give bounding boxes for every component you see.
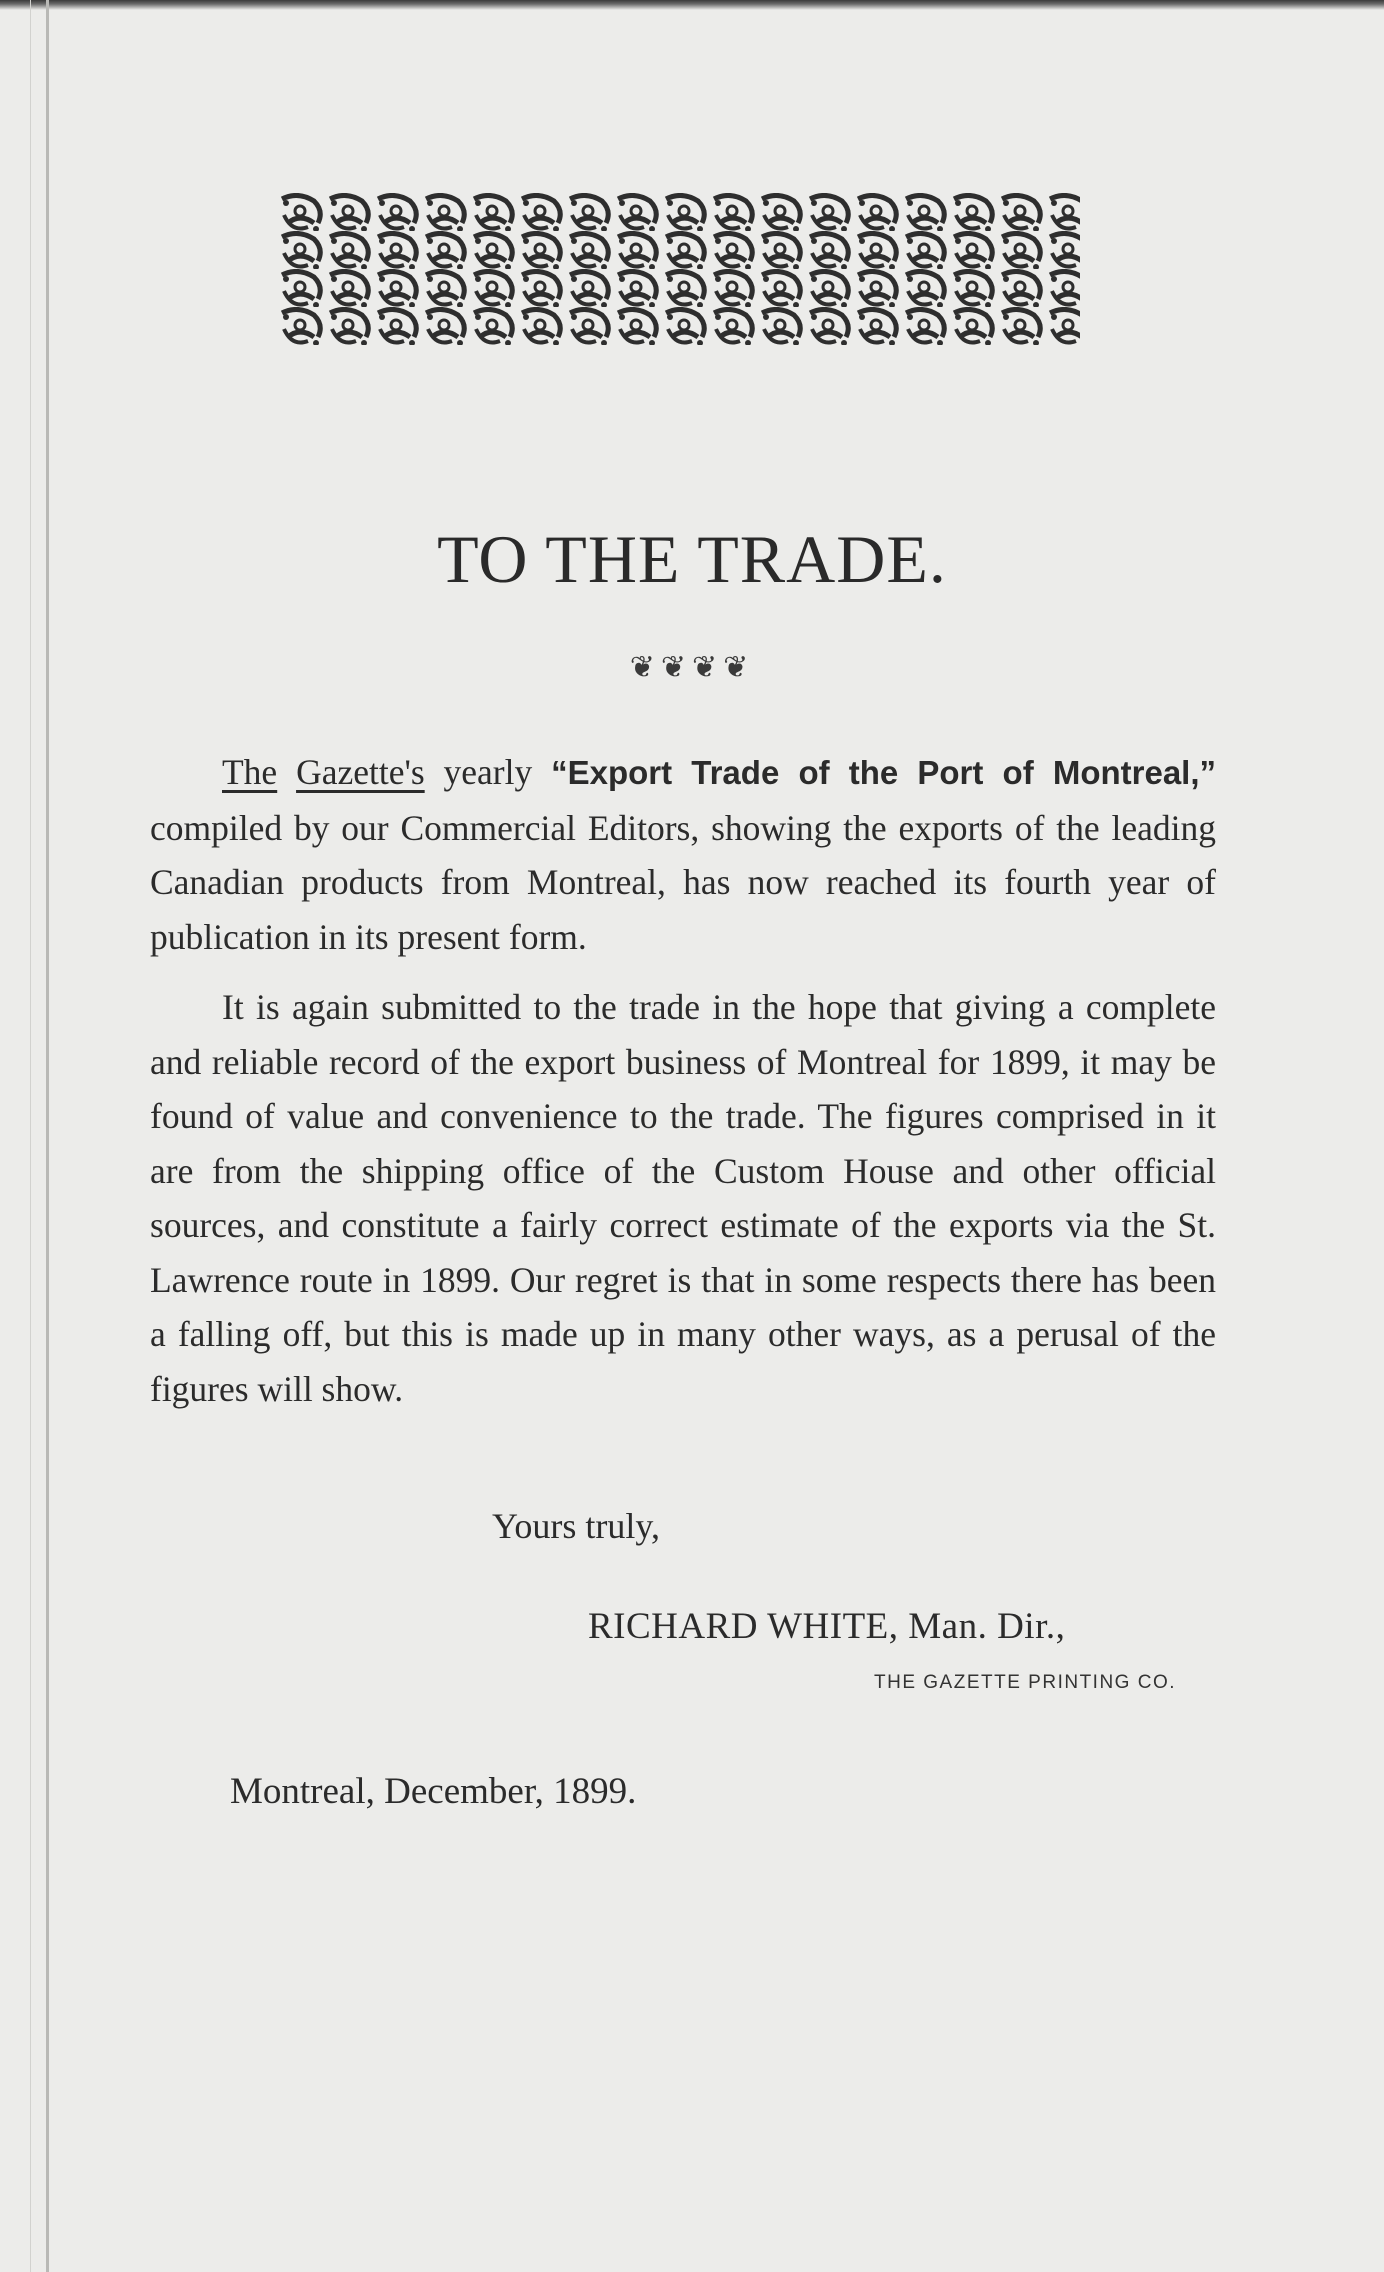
ornamental-header-band (278, 193, 1080, 345)
word-yearly: yearly (443, 752, 533, 792)
underlined-the: The (222, 752, 278, 792)
page-fold-line (30, 0, 31, 2272)
signer-name: RICHARD WHITE, Man. Dir., (588, 1606, 1066, 1647)
underlined-gazettes: Gazette's (296, 752, 425, 792)
fleuron-divider: ❦❦❦❦ (629, 650, 755, 685)
paragraph-intro-rest: compiled by our Commercial Editors, showing the exports of the leading Canadian products from Montreal, has now reached its fourth year of publication in its present form. (150, 807, 1216, 957)
publication-title: “Export Trade of the Port of Montreal,” (551, 754, 1217, 791)
dateline: Montreal, December, 1899. (230, 1771, 637, 1812)
page-top-edge (0, 0, 1384, 10)
paragraph-submission (150, 980, 1216, 1416)
paragraph-intro (150, 745, 1216, 964)
paragraph-submission-text: It is again submitted to the trade in the hope that giving a complete and reliable record of the export business of Montreal for 1899, it may be found of value and convenience to the trade. The figures comprised in it are from the shipping office of the Custom House and other official sources, and constitute a fairly correct estimate of the exports via the St. Lawrence route in 1899. Our regret is that in some respects there has been a falling off, but this is made up in many other ways, as a perusal of the figures will show. (150, 987, 1216, 1409)
company-name: THE GAZETTE PRINTING CO. (874, 1672, 1177, 1693)
closing-salutation: Yours truly, (492, 1506, 661, 1546)
page-binding-edge (46, 0, 49, 2272)
page-title: TO THE TRADE. (437, 521, 947, 597)
